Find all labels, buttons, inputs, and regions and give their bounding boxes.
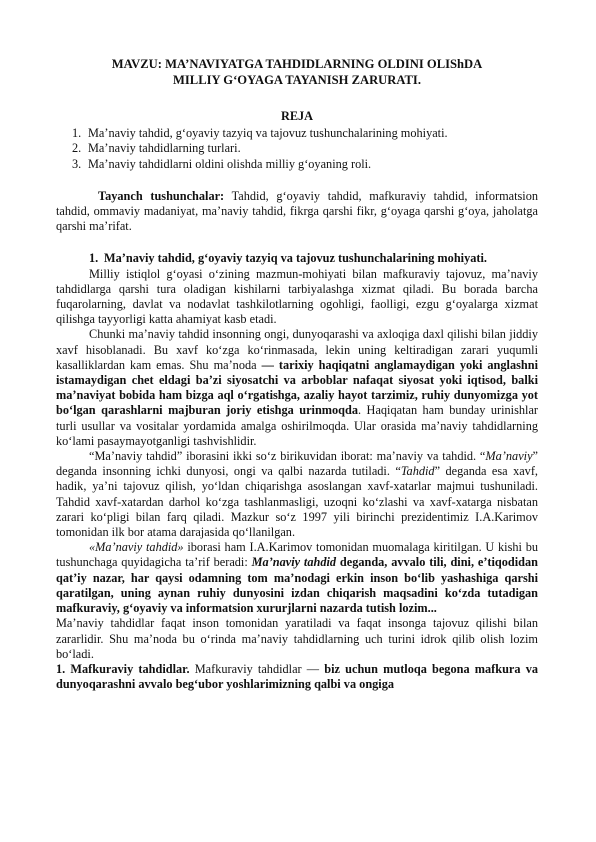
body-paragraph-5: Ma’naviy tahdidlar faqat inson tomonidan yaratiladi va faqat insonga tajovuz qilishi bilan zararlidir. Shu ma’noda bu o‘rinda ma’naviy tahdidlarning uch turini idrok qilib olish lozim bo‘ladi.	[56, 616, 538, 661]
section-number: 1.	[89, 251, 99, 266]
keywords-label: Tayanch tushunchalar:	[98, 188, 225, 203]
plan-list	[56, 126, 538, 172]
paragraph-bold-label: 1. Mafkuraviy tahdidlar.	[56, 661, 190, 676]
plan-item-text: Ma’naviy tahdidlarni oldini olishda milliy g‘oyaning roli.	[88, 156, 372, 171]
paragraph-text: “Ma’naviy tahdid” iborasini ikki so‘z birikuvidan iborat: ma’naviy va tahdid. “	[89, 449, 486, 464]
paragraph-text: Chunki ma’naviy tahdid insonning ongi, dunyoqarashi va axloqiga daxl qilishi bilan jiddiy xavf hisoblanadi. Bu xavf ko‘zga ko‘rinmasada, lekin uning keltiradigan zarari yuqumli kasalliklardan kam emas. Shu ma’noda	[56, 327, 538, 372]
plan-heading: REJA	[280, 109, 314, 123]
body-paragraph-6	[56, 662, 538, 692]
keywords-text: Tahdid, g‘oyaviy tahdid, mafkuraviy tahdid, informatsion tahdid, ommaviy madaniyat, ma’naviy tahdid, fikrga qarshi fikr, g‘oyaga qarshi g‘oya, jaholatga qarshi ma’rifat.	[56, 188, 539, 234]
paragraph-text: Mafkuraviy tahdidlar —	[189, 661, 325, 676]
keywords-paragraph	[56, 189, 538, 235]
plan-item-text: Ma’naviy tahdidlarning turlari.	[88, 141, 241, 156]
paragraph-italic-text: Ma’naviy	[485, 449, 533, 464]
paragraph-text: iborasi ham I.A.Karimov tomonidan muomalaga kiritilgan. U kishi bu tushunchaga quyidagicha ta’rif beradi:	[56, 540, 538, 570]
page-title	[56, 56, 538, 88]
paragraph-italic-text: «Ma’naviy tahdid»	[89, 540, 184, 555]
title-line-2: MILLIY G‘OYAGA TAYANISH ZARURATI.	[173, 73, 421, 87]
body-paragraph-3	[56, 449, 538, 540]
paragraph-text: ” deganda insonning ichki dunyosi, ongi va qalbi nazarda tutiladi. “	[56, 449, 538, 479]
paragraph-text: . Haqiqatan ham bunday urinishlar turli usullar va vositalar yordamida amalga oshirilmoqda. Ular orasida ma’naviy tahdidlarning ko‘lami pasaymayotganligi tashvishlidir.	[56, 403, 538, 448]
paragraph-italic-text: Tahdid	[400, 464, 435, 479]
section-heading	[56, 251, 538, 266]
plan-item-number: 1.	[72, 126, 82, 141]
plan-item	[56, 126, 538, 141]
paragraph-bold-text: — tarixiy haqiqatni anglamaydigan yoki anglashni istamaydigan chet eldagi ba’zi siyosatchi va arboblar nafaqat siyosat yoki iqtisod, balki ma’naviyat bobida ham bizga aql o‘rgatishga, azaliy hayot tarzimiz, ruhiy dunyomizga yot bo‘lgan qarashlarni majburan joriy etishga urinmoqda	[56, 357, 538, 418]
body-paragraph-2	[56, 327, 538, 449]
plan-item	[56, 141, 538, 156]
title-line-1: MAVZU: MA’NAVIYATGA TAHDIDLARNING OLDINI OLIShDA	[111, 57, 483, 71]
section-heading-text: Ma’naviy tahdid, g‘oyaviy tazyiq va tajovuz tushunchalarining mohiyati.	[104, 251, 487, 266]
body-paragraph-1: Milliy istiqlol g‘oyasi o‘zining mazmun-mohiyati bilan mafkuraviy tajovuz, ma’naviy tahdidlarga qarshi tura oladigan kishilarni tarbiyalashga xizmat qiladi. Bu borada barcha fuqarolarning, davlat va nodavlat tashkilotlarning ogohligi, faolligi, ezgu g‘oyalarga xizmat qilishga tayyorligi katta ahamiyat kasb etadi.	[56, 266, 538, 327]
plan-item	[56, 157, 538, 172]
plan-item-number: 3.	[72, 156, 82, 171]
paragraph-bold-italic-text: Ma’naviy tahdid	[251, 555, 337, 570]
paragraph-bold-text: deganda, avvalo tili, dini, e’tiqodidan qat’iy nazar, har qaysi odamning tom ma’nodagi erkin inson bo‘lib yashashiga qarshi qaratilgan, uning aynan ruhiy dunyosini izdan chiqarish maqsadini ko‘zda tutadigan mafkuraviy, g‘oyaviy va informatsion xururjlarni nazarda tutish lozim...	[56, 555, 538, 616]
body-paragraph-4	[56, 540, 538, 616]
paragraph-text: ” deganda esa xavf, hadik, ya’ni tajovuz qilish, yo‘ldan chiqarishga asoslangan xavf-xatarlar majmui tushuniladi. Tahdid xavf-xatardan darhol ko‘zga tashlanmasligi, uzoqni ko‘zlashi va xavf-xatarga nisbatan zarari ko‘pligi bilan farq qiladi. Mazkur so‘z 1997 yili birinchi prezidentimiz I.A.Karimov tomonidan ilk bor atama darajasida qo‘llanilgan.	[56, 464, 538, 540]
plan-item-text: Ma’naviy tahdid, g‘oyaviy tazyiq va tajovuz tushunchalarining mohiyati.	[88, 126, 448, 141]
paragraph-bold-text: biz uchun mutloqa begona mafkura va dunyoqarashni avvalo beg‘ubor yoshlarimizning qalbi va ongiga	[56, 661, 538, 692]
plan-item-number: 2.	[72, 141, 82, 156]
